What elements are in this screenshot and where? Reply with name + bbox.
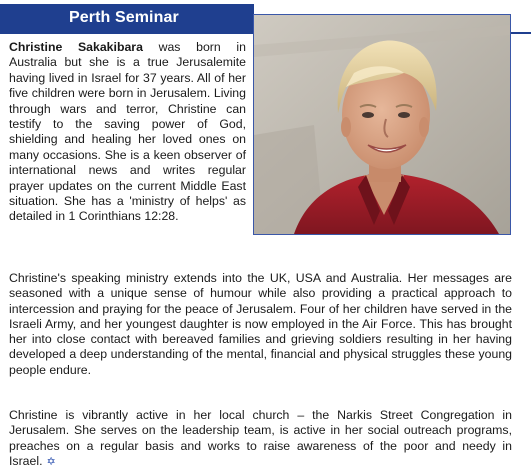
church-text: Christine is vibrantly active in her local church – the Narkis Street Congregation in Jerusalem. She serves on the leadership team, is active in her social outreach programs, preaches on a regular basis and works to raise awareness of the poor and needy in Israel. bbox=[9, 408, 512, 468]
ministry-paragraph: Christine's speaking ministry extends into the UK, USA and Australia. Her messages are seasoned with a unique sense of humour while also providing a practical approach to intercession and praying for the peace of Jerusalem. Four of her children have served in the Israeli Army, and her youngest daughter is now employed in the Air Force. This has brought her into close contact with bereaved families and grieving soldiers resulting in her having developed a deep understanding of the mental, financial and physical struggles these young people endure. bbox=[9, 271, 512, 377]
church-paragraph bbox=[9, 408, 512, 470]
star-of-david-icon: ✡ bbox=[46, 455, 56, 468]
speaker-name: Christine Sakakibara bbox=[9, 40, 143, 54]
header-title: Perth Seminar bbox=[69, 9, 179, 26]
section-header bbox=[0, 4, 254, 32]
speaker-photo bbox=[253, 14, 511, 235]
intro-paragraph bbox=[9, 40, 246, 225]
intro-text: was born in Australia but she is a true Jerusalemite having lived in Israel for 37 years. All of her five children were born in Jerusalem. Living through wars and terror, Christine can testify to the saving power of God, shielding and healing her loved ones on many occasions. She is a keen observer of international news and writes regular prayer updates on the current Middle East situation. She has a 'ministry of helps' as detailed in 1 Corinthians 12:28. bbox=[9, 40, 246, 224]
